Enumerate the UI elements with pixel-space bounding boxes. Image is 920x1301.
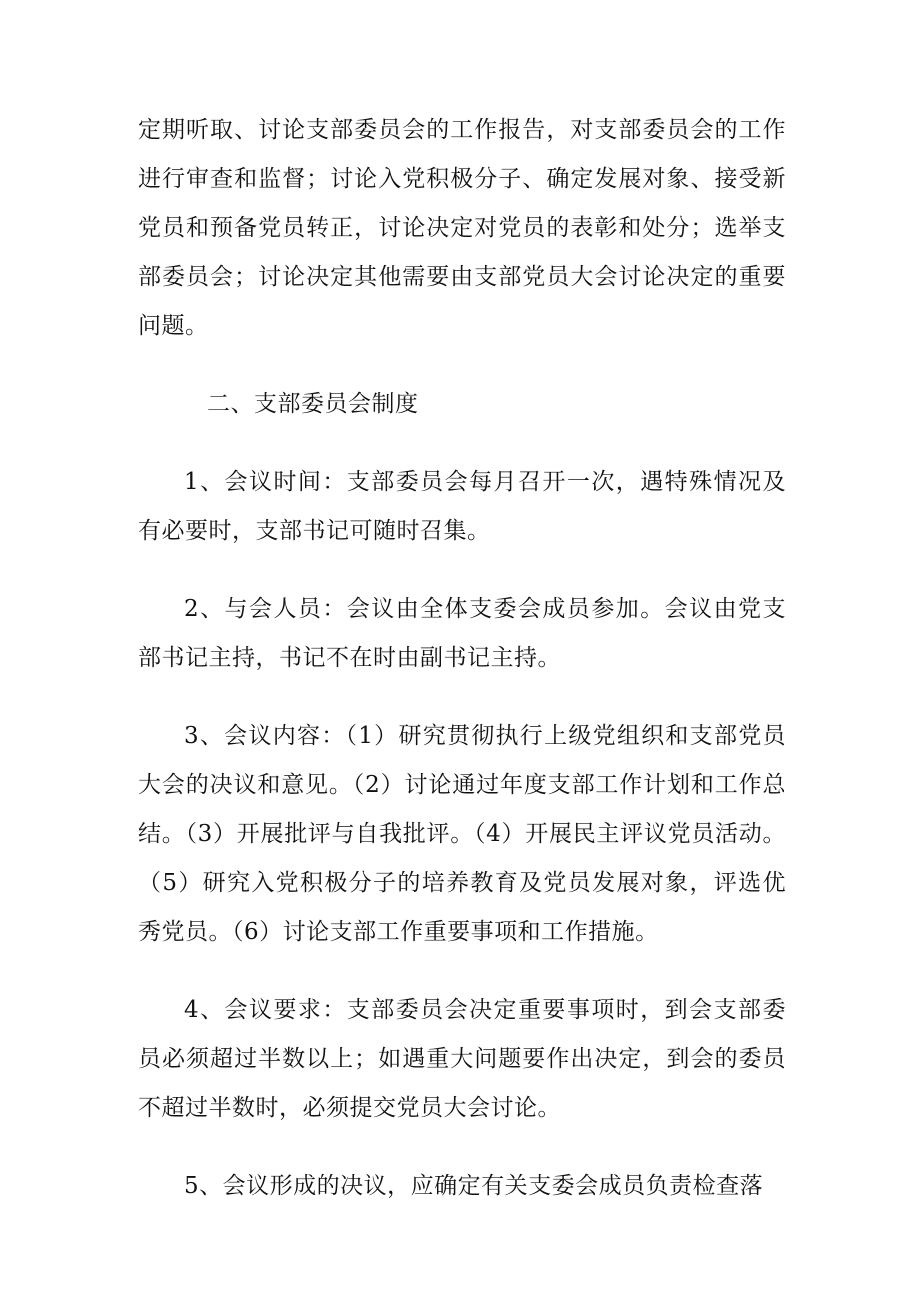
section-heading-branch-committee-system: 二、支部委员会制度 (207, 391, 419, 417)
document-body (138, 106, 786, 1240)
paragraph-meeting-time: 1、会议时间：支部委员会每月召开一次，遇特殊情况及有必要时，支部书记可随时召集。 (138, 469, 786, 544)
paragraph-meeting-requirements: 4、会议要求：支部委员会决定重要事项时，到会支部委员必须超过半数以上；如遇重大问题要作出决定，到会的委员不超过半数时，必须提交党员大会讨论。 (138, 997, 786, 1121)
paragraph-meeting-content: 3、会议内容：（1）研究贯彻执行上级党组织和支部党员大会的决议和意见。（2）讨论通过年度支部工作计划和工作总结。（3）开展批评与自我批评。（4）开展民主评议党员活动。（5）研究入党积极分子的培养教育及党员发展对象，评选优秀党员。（6）讨论支部工作重要事项和工作措施。 (138, 723, 786, 945)
paragraph-resolutions: 5、会议形成的决议，应确定有关支委会成员负责检查落 (184, 1173, 764, 1199)
paragraph-continuation: 定期听取、讨论支部委员会的工作报告，对支部委员会的工作进行审查和监督；讨论入党积极分子、确定发展对象、接受新党员和预备党员转正，讨论决定对党员的表彰和处分；选举支部委员会；讨论决定其他需要由支部党员大会讨论决定的重要问题。 (138, 117, 786, 339)
paragraph-attendees: 2、与会人员：会议由全体支委会成员参加。会议由党支部书记主持，书记不在时由副书记主持。 (138, 596, 786, 671)
